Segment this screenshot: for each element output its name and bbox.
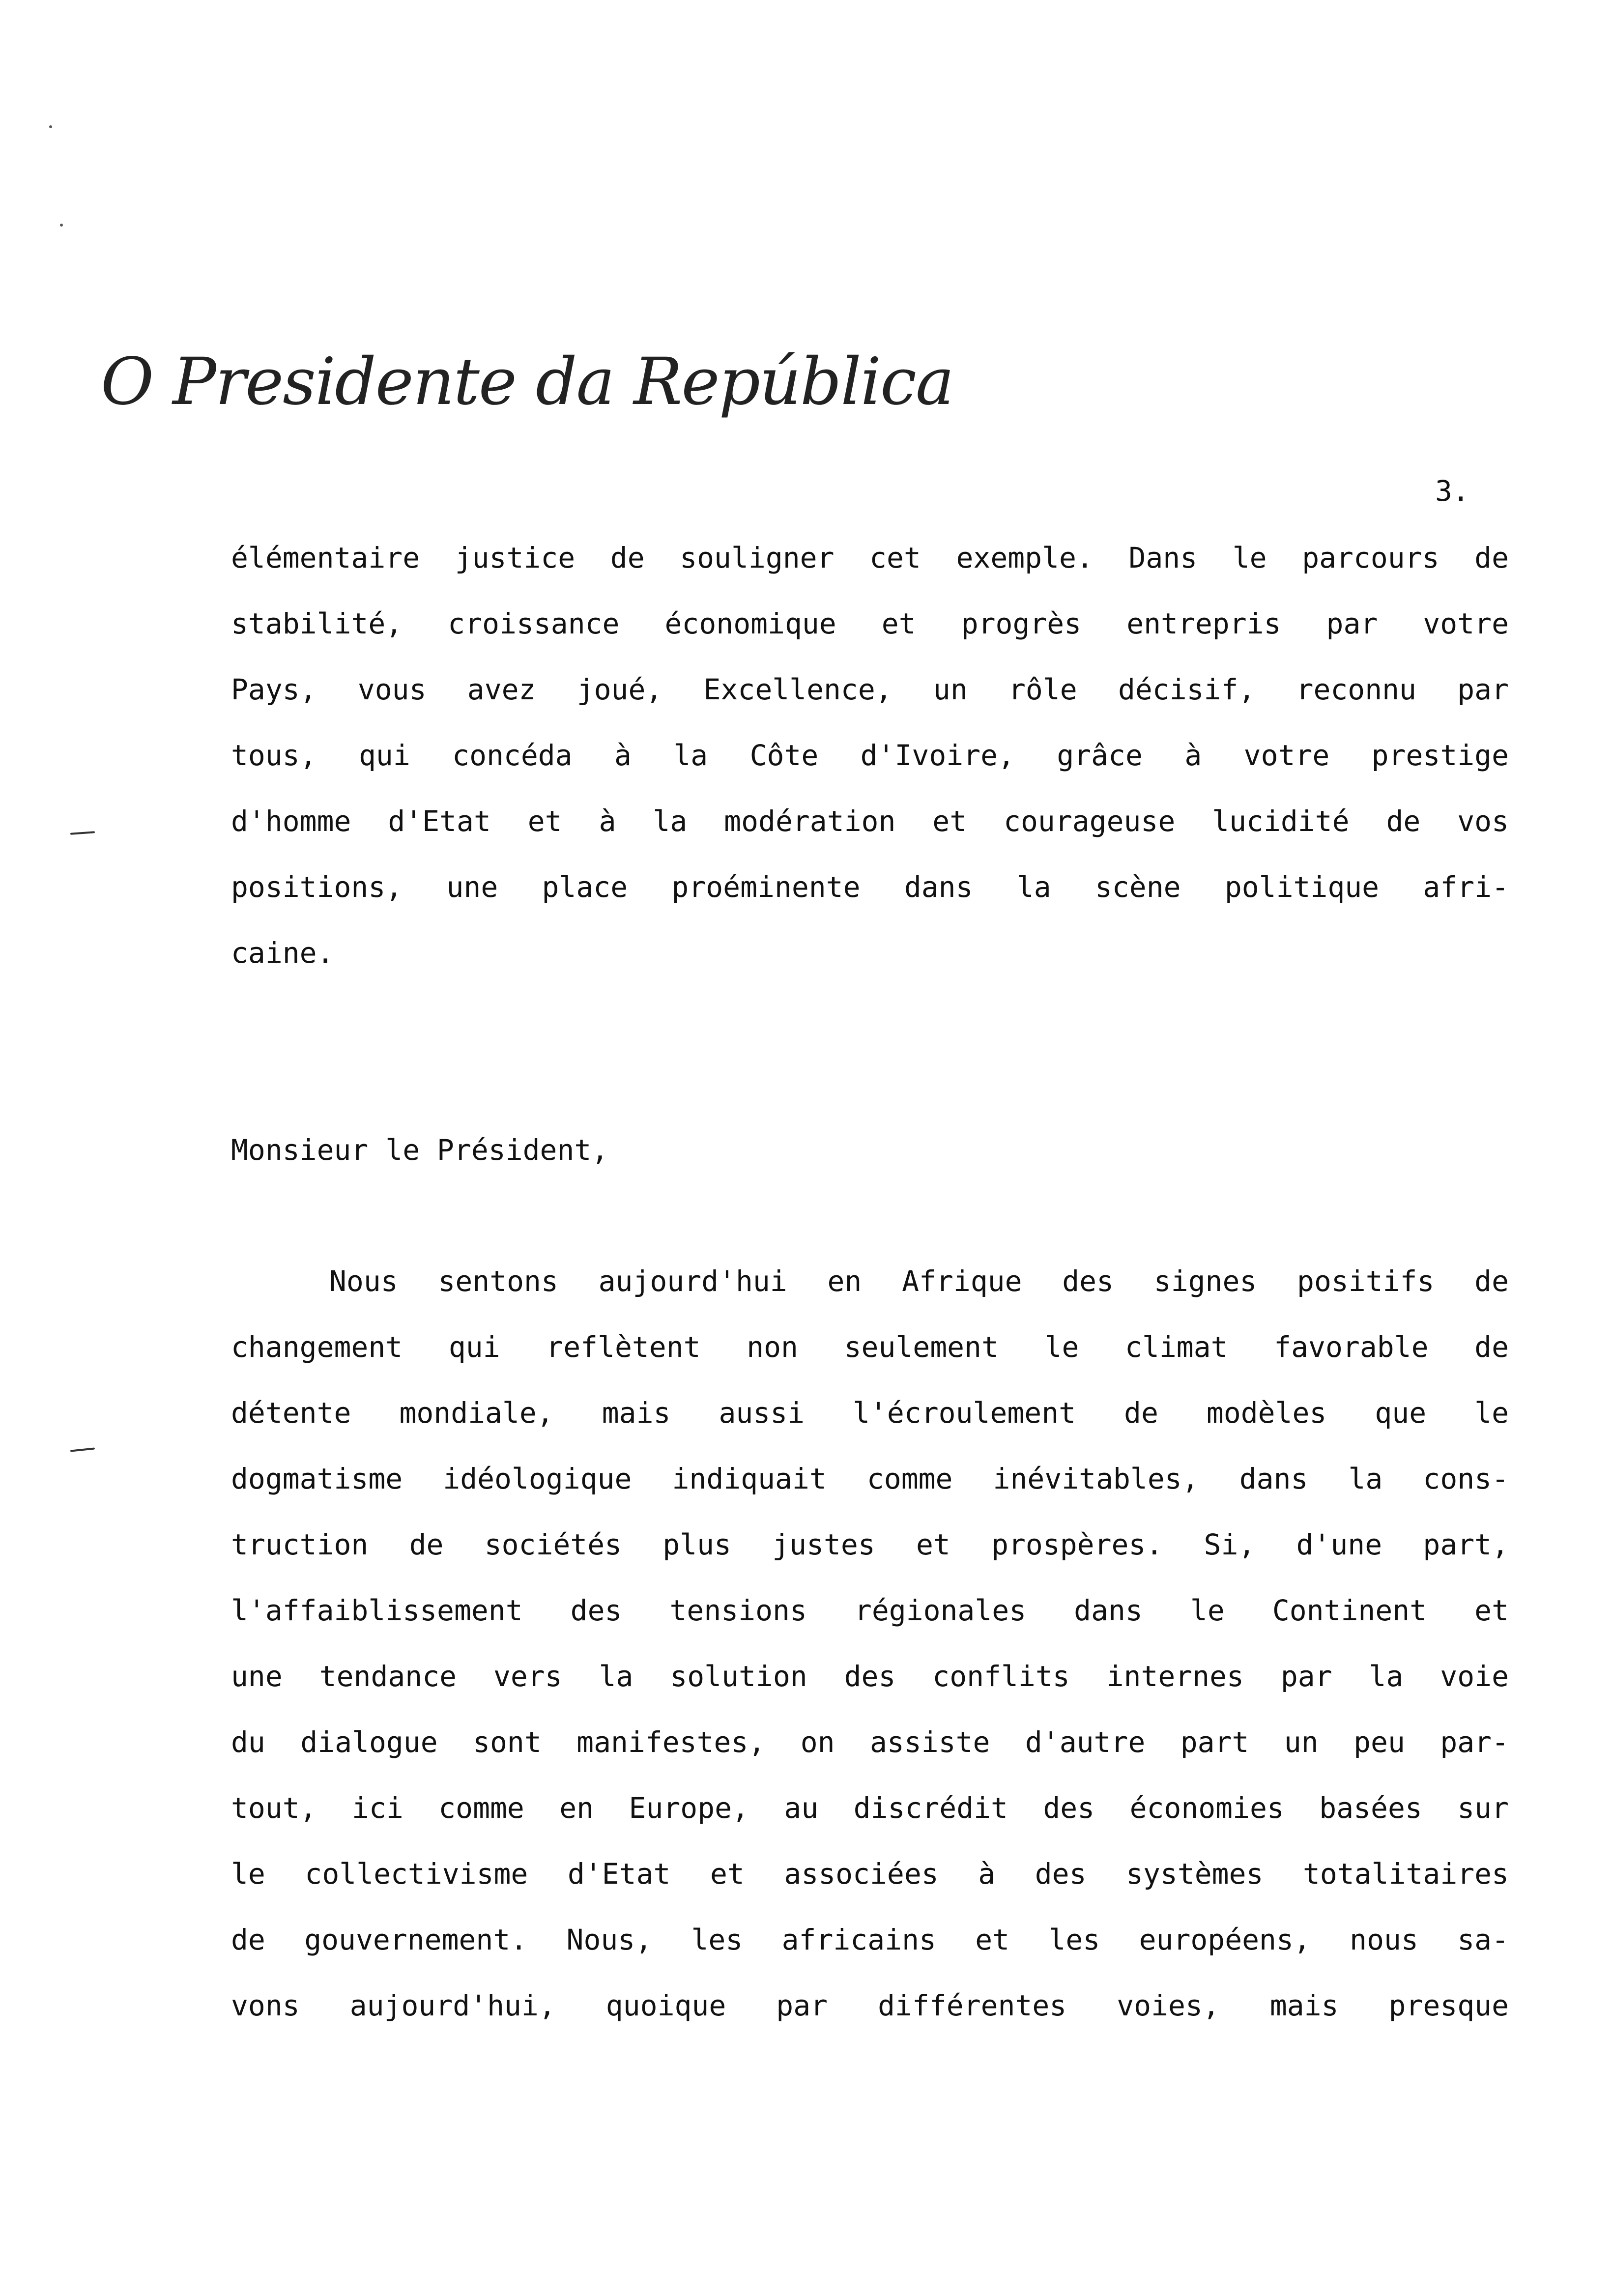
text-line: Nous sentons aujourd'hui en Afrique des signes positifs de <box>329 1264 1509 1298</box>
text-line: l'affaiblissement des tensions régionales dans le Continent et <box>231 1594 1509 1627</box>
text-line: tout, ici comme en Europe, au discrédit des économies basées sur <box>231 1791 1509 1825</box>
text-line: du dialogue sont manifestes, on assiste d'autre part un peu par- <box>231 1725 1509 1759</box>
text-line: Pays, vous avez joué, Excellence, un rôle décisif, reconnu par <box>231 673 1509 706</box>
text-line: détente mondiale, mais aussi l'écroulement de modèles que le <box>231 1396 1509 1430</box>
text-line: caine. <box>231 936 334 970</box>
text-line: positions, une place proéminente dans la scène politique afri- <box>231 870 1509 904</box>
text-line: élémentaire justice de souligner cet exemple. Dans le parcours de <box>231 541 1509 574</box>
text-line: une tendance vers la solution des conflits internes par la voie <box>231 1660 1509 1693</box>
text-line: tous, qui concéda à la Côte d'Ivoire, grâce à votre prestige <box>231 739 1509 772</box>
salutation: Monsieur le Président, <box>231 1133 609 1167</box>
text-line: dogmatisme idéologique indiquait comme inévitables, dans la cons- <box>231 1462 1509 1495</box>
text-line: truction de sociétés plus justes et prospères. Si, d'une part, <box>231 1528 1509 1561</box>
text-line: vons aujourd'hui, quoique par différentes voies, mais presque <box>231 1989 1509 2022</box>
text-line: de gouvernement. Nous, les africains et les européens, nous sa- <box>231 1923 1509 1956</box>
page-number: 3. <box>1435 474 1469 508</box>
text-line: le collectivisme d'Etat et associées à des systèmes totalitaires <box>231 1857 1509 1891</box>
text-line: d'homme d'Etat et à la modération et courageuse lucidité de vos <box>231 804 1509 838</box>
margin-mark <box>70 831 95 834</box>
scan-speck <box>49 125 52 128</box>
scan-speck <box>60 224 63 227</box>
text-line: changement qui reflètent non seulement le climat favorable de <box>231 1330 1509 1364</box>
margin-mark <box>70 1447 95 1452</box>
letterhead: O Presidente da República <box>101 344 953 420</box>
text-line: stabilité, croissance économique et progrès entrepris par votre <box>231 607 1509 640</box>
